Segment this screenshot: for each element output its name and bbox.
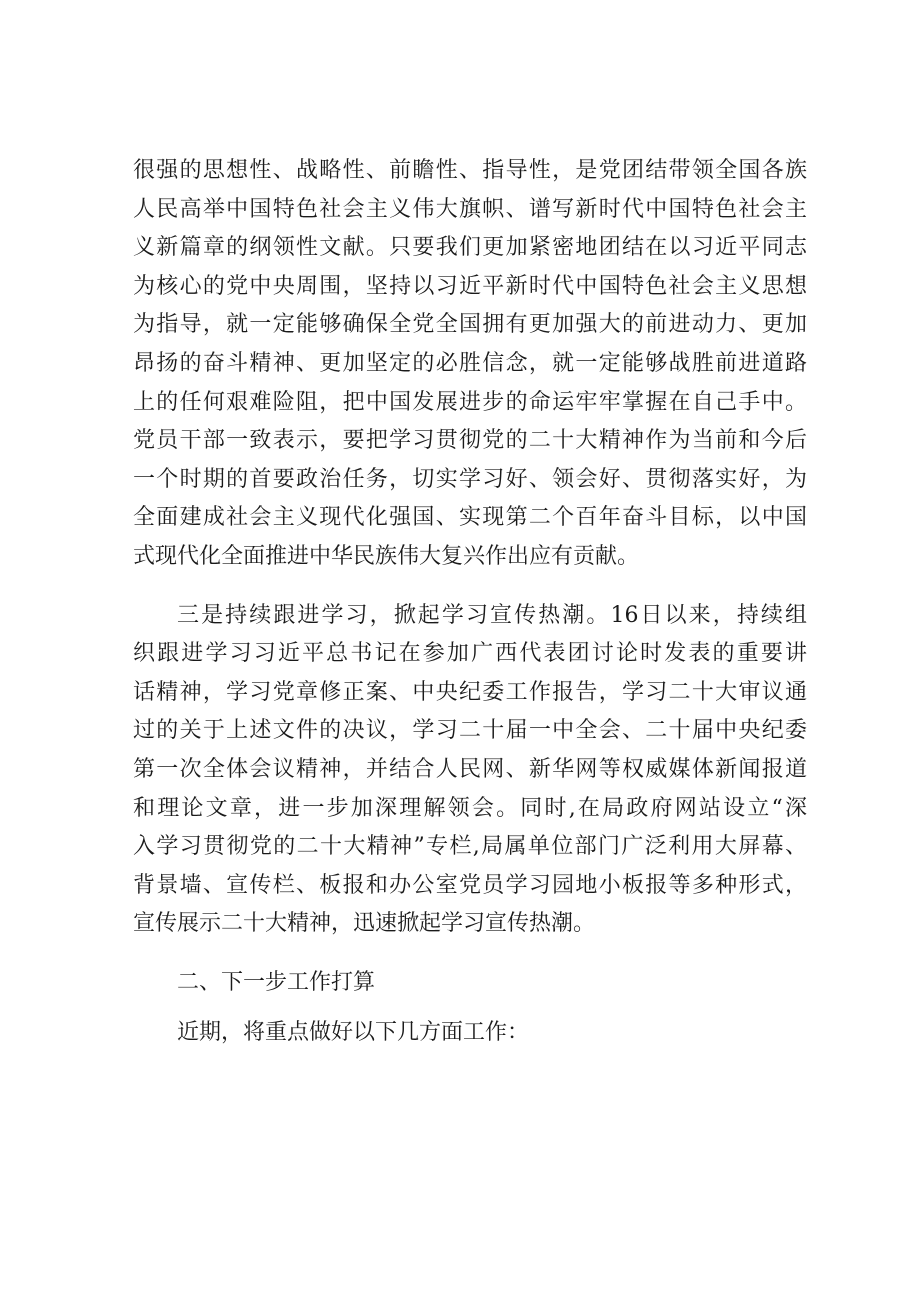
text-line: 式现代化全面推进中华民族伟大复兴作出应有贡献。 [133,543,640,569]
text-line: 为指导，就一定能够确保全党全国拥有更加强大的前进动力、更加 [133,312,807,338]
text-line: 党员干部一致表示，要把学习贯彻党的二十大精神作为当前和今后 [133,428,807,454]
text-line: 织跟进学习习近平总书记在参加广西代表团讨论时发表的重要讲 [133,641,807,667]
text-line: 很强的思想性、战略性、前瞻性、指导性，是党团结带领全国各族 [133,158,807,183]
paragraph-gap [133,944,807,964]
text-line: 入学习贯彻党的二十大精神”专栏,局属单位部门广泛利用大屏幕、 [133,834,807,860]
document-body [133,152,807,1053]
text-line: 宣传展示二十大精神，迅速掀起学习宣传热潮。 [133,911,596,937]
text-line: 一个时期的首要政治任务，切实学习好、领会好、贯彻落实好，为 [133,466,807,492]
text-line: 为核心的党中央周围，坚持以习近平新时代中国特色社会主义思想 [133,273,807,299]
text-line: 背景墙、宣传栏、板报和办公室党员学习园地小板报等多种形式， [133,872,807,898]
text-line: 上的任何艰难险阻，把中国发展进步的命运牢牢掌握在自己手中。 [133,389,807,415]
text-line: 话精神，学习党章修正案、中央纪委工作报告，学习二十大审议通 [133,679,807,705]
text-line: 全面建成社会主义现代化强国、实现第二个百年奋斗目标，以中国 [133,505,807,531]
paragraph-gap [133,577,807,597]
section-heading: 二、下一步工作打算 [177,969,376,995]
text-line: 昂扬的奋斗精神、更加坚定的必胜信念，就一定能够战胜前进道路 [133,350,807,376]
paragraph-gap [133,1002,807,1014]
text-line: 义新篇章的纲领性文献。只要我们更加紧密地团结在以习近平同志 [133,235,807,261]
text-line: 过的关于上述文件的决议，学习二十届一中全会、二十届中央纪委 [133,718,807,744]
text-line: 第一次全体会议精神，并结合人民网、新华网等权威媒体新闻报道 [133,756,807,782]
text-line: 三是持续跟进学习，掀起学习宣传热潮。16日以来，持续组 [177,602,807,628]
text-line: 和理论文章，进一步加深理解领会。同时,在局政府网站设立“深 [133,795,807,821]
text-line: 人民高举中国特色社会主义伟大旗帜、谱写新时代中国特色社会主 [133,196,807,222]
paragraph-1 [133,152,807,577]
paragraph-2 [133,597,807,944]
paragraph-3: 近期，将重点做好以下几方面工作： [177,1020,530,1046]
